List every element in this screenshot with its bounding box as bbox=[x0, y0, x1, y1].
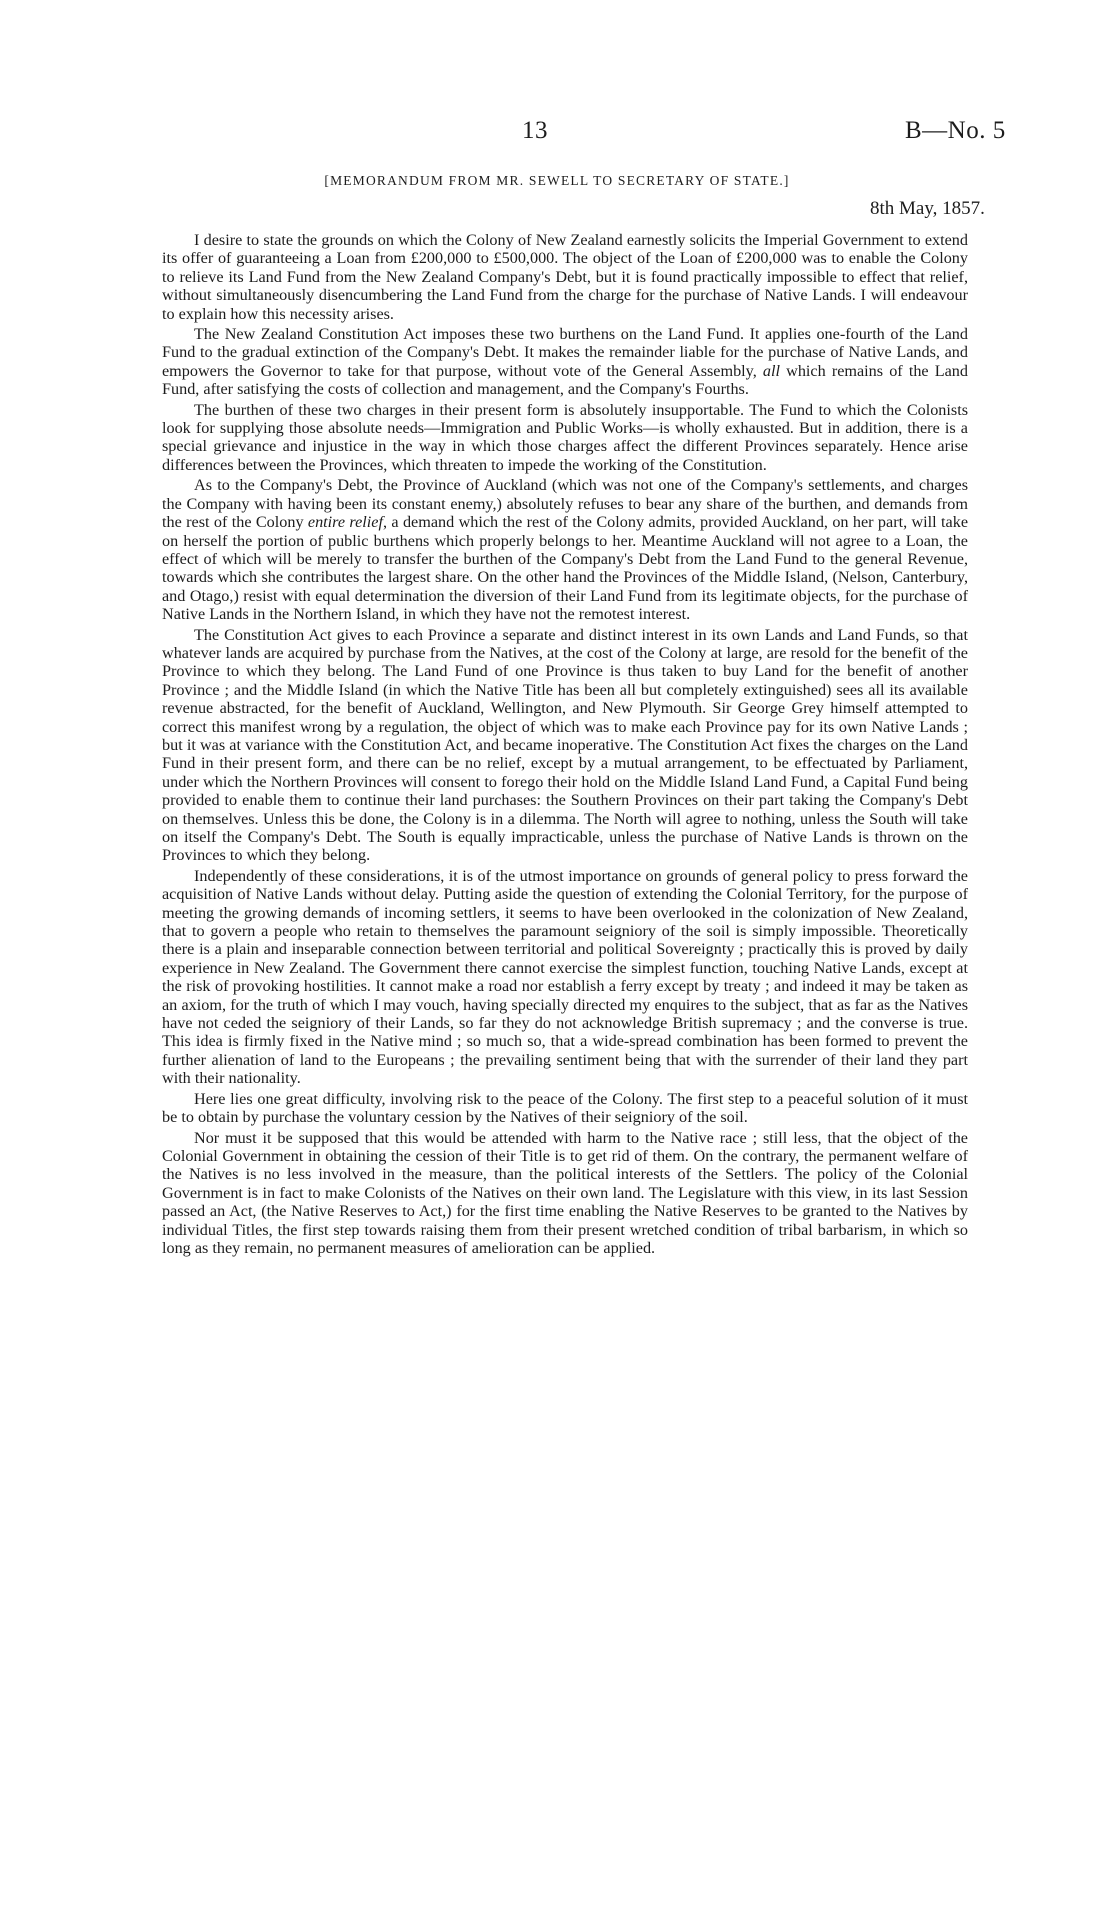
memo-paragraph bbox=[162, 626, 968, 865]
memo-heading: [MEMORANDUM FROM MR. SEWELL TO SECRETARY OF STATE.] bbox=[324, 173, 790, 188]
italic-text: all bbox=[762, 361, 780, 380]
paragraph-text: Independently of these considerations, it is of the utmost importance on grounds of general policy to press forward the acquisition of Native Lands without delay. Putting aside the question of extending the Colonial Territory, for the purpose of meeting the growing demands of incoming settlers, it seems to have been overlooked in the colonization of New Zealand, that to govern a people who retain to themselves the paramount seigniory of the soil is simply impossible. Theoretically there is a plain and inseparable connection between territorial and political Sovereignty ; practically this is proved by daily experience in New Zealand. The Government there cannot exercise the simplest function, touching Native Lands, except at the risk of provoking hostilities. It cannot make a road nor establish a ferry except by treaty ; and indeed it may be taken as an axiom, for the truth of which I may vouch, having specially directed my enquires to the subject, that as far as the Natives have not ceded the seigniory of their Lands, so far they do not acknowledge British supremacy ; and the converse is true. This idea is firmly fixed in the Native mind ; so much so, that a wide-spread combination has been formed to prevent the further alienation of land to the Europeans ; the prevailing sentiment being that with the surrender of their land they part with their nationality. bbox=[162, 866, 968, 1088]
memo-body bbox=[162, 231, 968, 1259]
paragraph-text: Here lies one great difficulty, involving risk to the peace of the Colony. The first step to a peaceful solution of it must be to obtain by purchase the voluntary cession by the Natives of their seigniory of the soil. bbox=[162, 1089, 968, 1127]
memo-paragraph bbox=[162, 867, 968, 1088]
memo-paragraph bbox=[162, 1090, 968, 1127]
memo-paragraph bbox=[162, 1129, 968, 1258]
paragraph-text: I desire to state the grounds on which the Colony of New Zealand earnestly solicits the Imperial Government to extend its offer of guaranteeing a Loan from £200,000 to £500,000. The object of the Loan of £200,000 was to enable the Colony to relieve its Land Fund from the New Zealand Company's Debt, but it is found practically impossible to effect that relief, without simultaneously disencumbering the Land Fund from the charge for the purchase of Native Lands. I will endeavour to explain how this necessity arises. bbox=[162, 231, 968, 323]
paragraph-text: which remains of the Land Fund, after satisfying the costs of collection and management, and the Company's Fourths. bbox=[162, 361, 968, 399]
memo-paragraph bbox=[162, 325, 968, 399]
paragraph-text: The New Zealand Constitution Act imposes these two burthens on the Land Fund. It applies one-fourth of the Land Fund to the gradual extinction of the Company's Debt. It makes the remainder liable for the purchase of Native Lands, and empowers the Governor to take for that purpose, without vote of the General Assembly, bbox=[162, 325, 968, 380]
memo-paragraph bbox=[162, 231, 968, 323]
paragraph-text: The Constitution Act gives to each Province a separate and distinct interest in its own Lands and Land Funds, so that whatever lands are acquired by purchase from the Natives, at the cost of the Colony at large, are resold for the benefit of the Province to which they belong. The Land Fund of one Province is thus taken to buy Land for the benefit of another Province ; and the Middle Island (in which the Native Title has been all but completely extinguished) sees all its available revenue abstracted, for the benefit of Auckland, Wellington, and New Plymouth. Sir George Grey himself attempted to correct this manifest wrong by a regulation, the object of which was to make each Province pay for its own Native Lands ; but it was at variance with the Constitution Act, and became inoperative. The Constitution Act fixes the charges on the Land Fund in their present form, and there can be no relief, except by a mutual arrangement, to be effectuated by Parliament, under which the Northern Provinces will consent to forego their hold on the Middle Island Land Fund, a Capital Fund being provided to enable them to continue their land purchases: the Southern Provinces on their part taking the Company's Debt on themselves. Unless this be done, the Colony is in a dilemma. The North will agree to nothing, unless the South will take on itself the Company's Debt. The South is equally impracticable, unless the purchase of Native Lands is thrown on the Provinces to which they belong. bbox=[162, 625, 968, 865]
document-reference: B—No. 5 bbox=[905, 117, 1006, 144]
paragraph-text: Nor must it be supposed that this would be attended with harm to the Native race ; still less, that the object of the Colonial Government in obtaining the cession of their Title is to get rid of them. On the contrary, the permanent welfare of the Natives is no less involved in the measure, than the political interests of the Settlers. The policy of the Colonial Government is in fact to make Colonists of the Natives on their own land. The Legislature with this view, in its last Session passed an Act, (the Native Reserves to Act,) for the first time enabling the Native Reserves to be granted to the Natives by individual Titles, the first step towards raising them from their present wretched condition of tribal barbarism, in which so long as they remain, no permanent measures of amelioration can be applied. bbox=[162, 1128, 968, 1257]
memo-paragraph bbox=[162, 401, 968, 475]
paragraph-text: , a demand which the rest of the Colony admits, provided Auckland, on her part, will take on herself the portion of public burthens which properly belongs to her. Meantime Auckland will not agree to a Loan, the effect of which will be merely to transfer the burthen of the Company's Debt from the Land Fund to the general Revenue, towards which she contributes the largest share. On the other hand the Provinces of the Middle Island, (Nelson, Canterbury, and Otago,) resist with equal determination the diversion of their Land Fund from its legitimate objects, for the purchase of Native Lands in the Northern Island, in which they have not the remotest interest. bbox=[162, 513, 969, 624]
paragraph-text: The burthen of these two charges in their present form is absolutely insupportable. The Fund to which the Colonists look for supplying those absolute needs—Immigration and Public Works—is wholly exhausted. But in addition, there is a special grievance and injustice in the way in which those charges affect the different Provinces separately. Hence arise differences between the Provinces, which threaten to impede the working of the Constitution. bbox=[162, 400, 968, 474]
page-number: 13 bbox=[522, 117, 548, 144]
memo-date: 8th May, 1857. bbox=[870, 198, 985, 219]
memo-paragraph bbox=[162, 476, 968, 623]
italic-text: entire relief bbox=[307, 513, 383, 532]
paragraph-text: As to the Company's Debt, the Province of Auckland (which was not one of the Company's settlements, and charges the Company with having been its constant enemy,) absolutely refuses to bear any share of the burthen, and demands from the rest of the Colony bbox=[162, 476, 968, 532]
